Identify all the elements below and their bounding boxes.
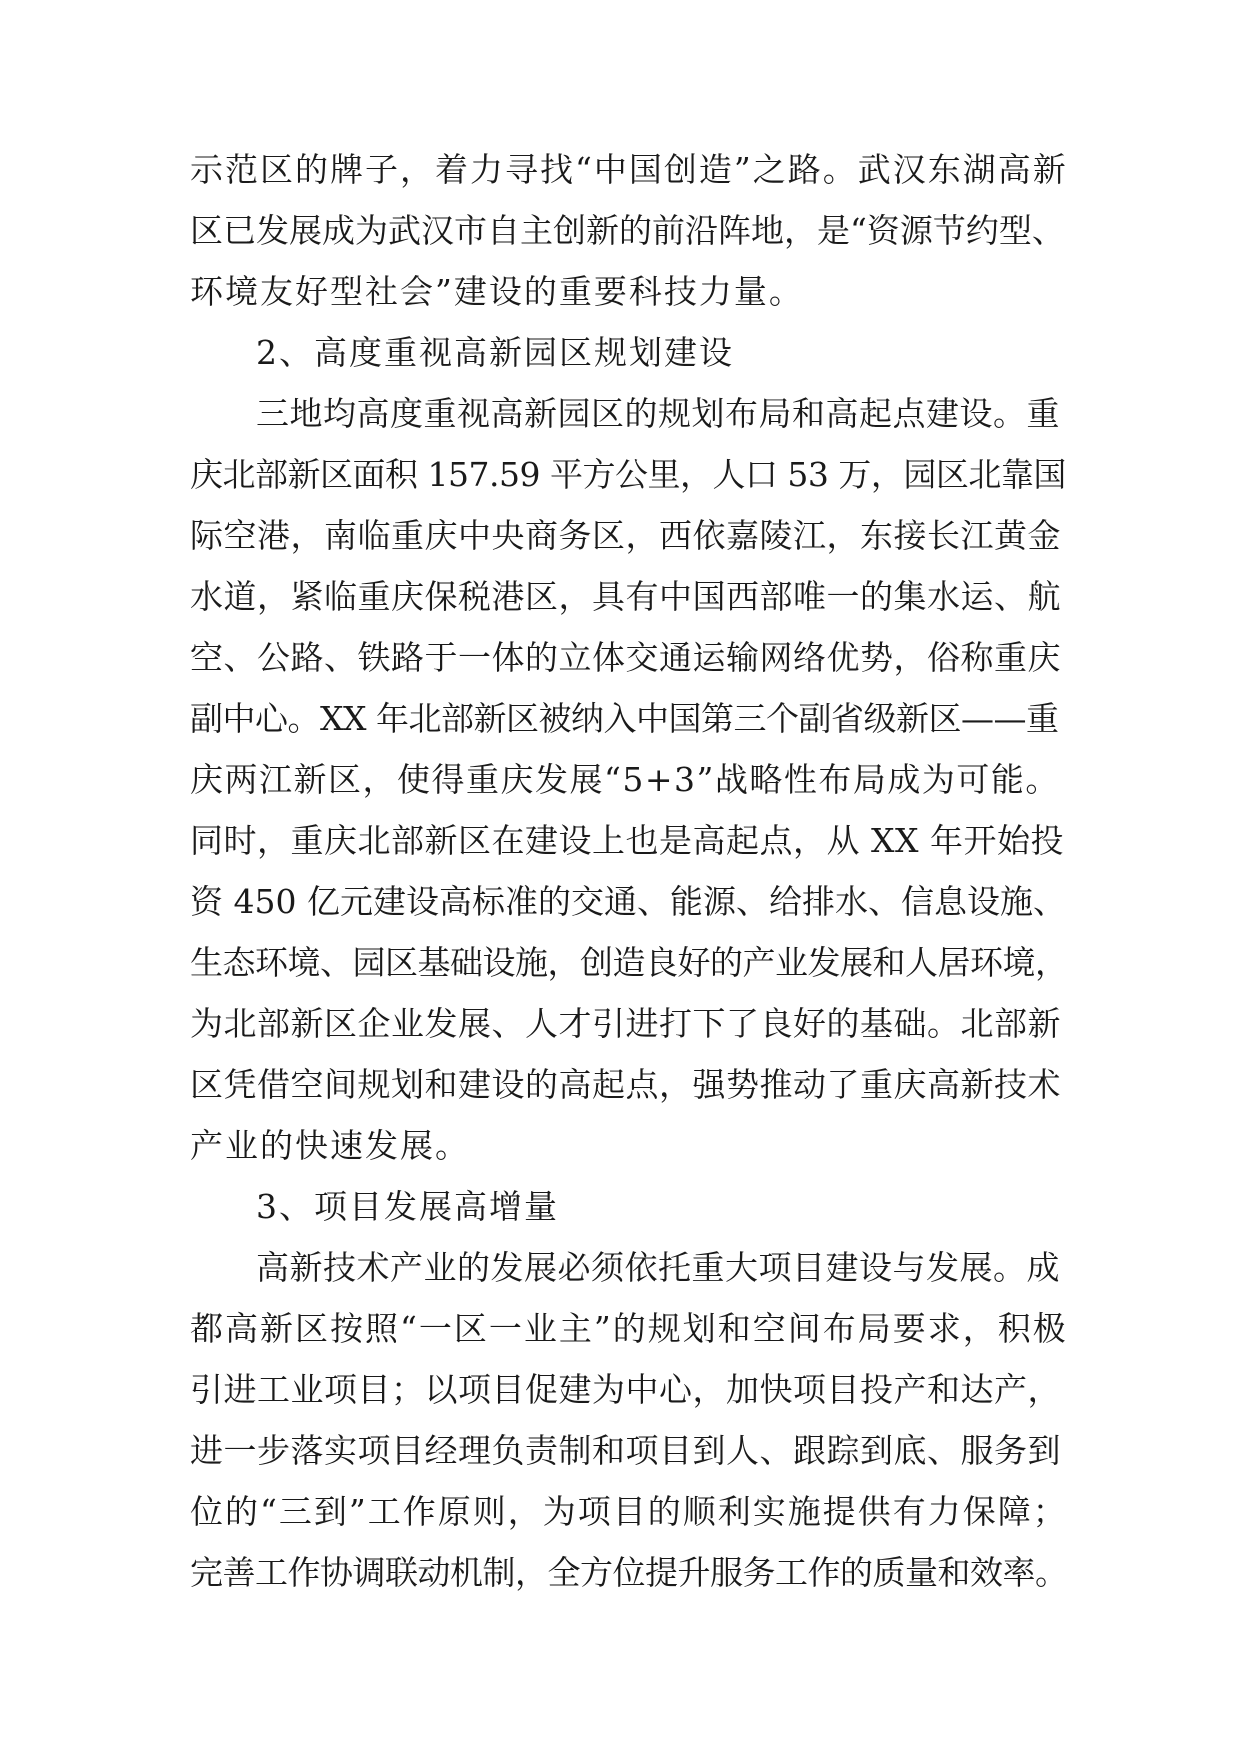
text-line: 区已发展成为武汉市自主创新的前沿阵地，是“资源节约型、 <box>190 211 1065 250</box>
text-line: 际空港，南临重庆中央商务区，西依嘉陵江，东接长江黄金 <box>190 516 1061 555</box>
text-line: 进一步落实项目经理负责制和项目到人、跟踪到底、服务到 <box>190 1431 1061 1470</box>
text-line: 水道，紧临重庆保税港区，具有中国西部唯一的集水运、航 <box>190 577 1061 616</box>
text-line: 庆两江新区，使得重庆发展“5+3”战略性布局成为可能。 <box>190 760 1060 799</box>
text-line: 空、公路、铁路于一体的立体交通运输网络优势，俗称重庆 <box>190 638 1061 677</box>
section-heading: 3、项目发展高增量 <box>256 1187 559 1226</box>
text-line: 完善工作协调联动机制，全方位提升服务工作的质量和效率。 <box>190 1553 1068 1592</box>
text-line: 生态环境、园区基础设施，创造良好的产业发展和人居环境， <box>190 943 1068 982</box>
text-line: 示范区的牌子，着力寻找“中国创造”之路。武汉东湖高新 <box>190 150 1068 189</box>
text-line: 都高新区按照“一区一业主”的规划和空间布局要求，积极 <box>190 1309 1068 1348</box>
text-line: 同时，重庆北部新区在建设上也是高起点，从 XX 年开始投 <box>190 821 1064 860</box>
text-line: 引进工业项目；以项目促建为中心，加快项目投产和达产， <box>190 1370 1061 1409</box>
text-line: 产业的快速发展。 <box>190 1126 470 1165</box>
text-line: 位的“三到”工作原则，为项目的顺利实施提供有力保障； <box>190 1492 1068 1531</box>
text-line: 为北部新区企业发展、人才引进打下了良好的基础。北部新 <box>190 1004 1061 1043</box>
section-heading: 2、高度重视高新园区规划建设 <box>256 333 734 372</box>
text-line: 区凭借空间规划和建设的高起点，强势推动了重庆高新技术 <box>190 1065 1061 1104</box>
text-line: 三地均高度重视高新园区的规划布局和高起点建设。重 <box>256 394 1060 433</box>
text-line: 资 450 亿元建设高标准的交通、能源、给排水、信息设施、 <box>190 882 1066 921</box>
text-line: 环境友好型社会”建设的重要科技力量。 <box>190 272 804 311</box>
text-line: 副中心。XX 年北部新区被纳入中国第三个副省级新区——重 <box>190 699 1059 738</box>
text-line: 高新技术产业的发展必须依托重大项目建设与发展。成 <box>256 1248 1060 1287</box>
text-line: 庆北部新区面积 157.59 平方公里，人口 53 万，园区北靠国 <box>190 455 1066 494</box>
